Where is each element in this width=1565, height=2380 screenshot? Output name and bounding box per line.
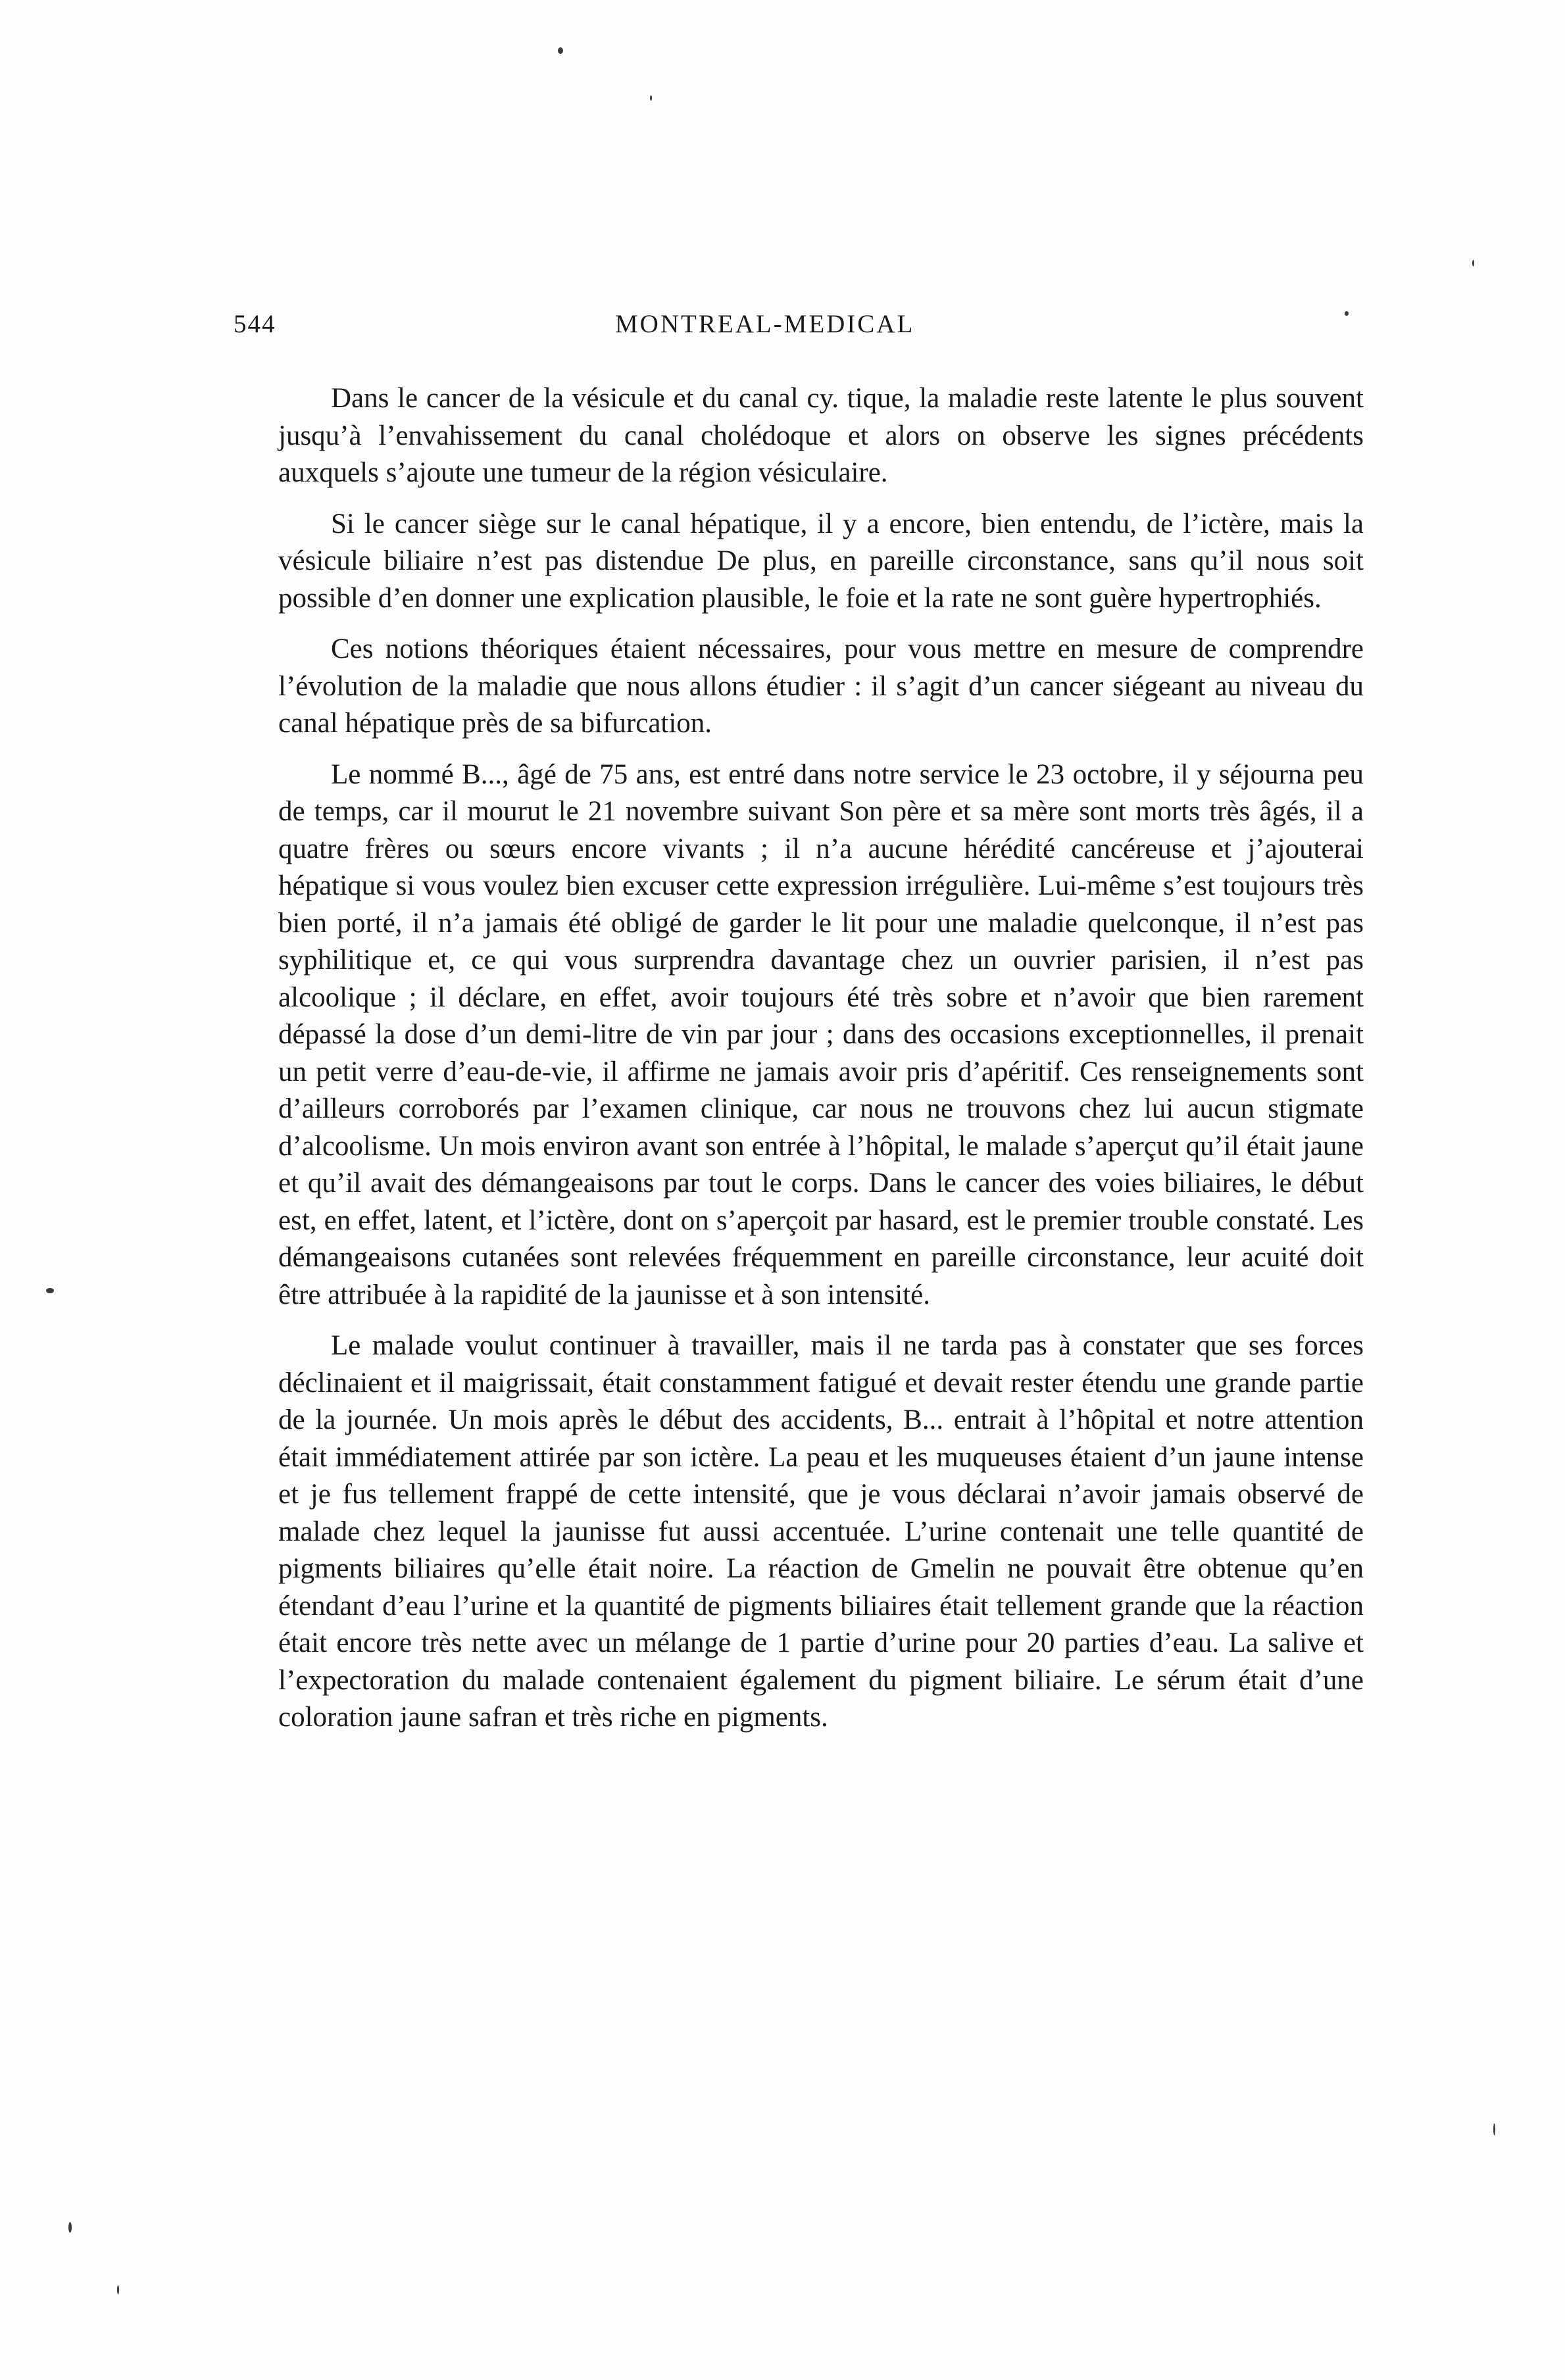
paragraph-cancer-vesicule: Dans le cancer de la vésicule et du canal cy. tique, la maladie reste latente le plus souvent jusqu’à l’envahissement du canal cholédoque et alors on observe les signes précédents auxquels s’ajoute une tumeur de la région vésiculaire. (278, 383, 1364, 488)
paragraph-observation-patient: Le nommé B..., âgé de 75 ans, est entré dans notre service le 23 octobre, il y séjourna peu de temps, car il mourut le 21 novembre suivant Son père et sa mère sont morts très âgés, il a quatre frères ou sœurs encore vivants ; il n’a aucune hérédité cancéreuse et j’ajouterai hépatique si vous voulez bien excuser cette expression irrégulière. Lui-même s’est toujours très bien porté, il n’a jamais été obligé de garder le lit pour une maladie quelconque, il n’est pas syphilitique et, ce qui vous surprendra davantage chez un ouvrier parisien, il n’est pas alcoolique ; il déclare, en effet, avoir toujours été très sobre et n’avoir que bien rarement dépassé la dose d’un demi-litre de vin par jour ; dans des occasions exceptionnelles, il prenait un petit verre d’eau-de-vie, il affirme ne jamais avoir pris d’apéritif. Ces renseignements sont d’ailleurs corroborés par l’examen clinique, car nous ne trouvons chez lui aucun stigmate d’alcoolisme. Un mois environ avant son entrée à l’hôpital, le malade s’aperçut qu’il était jaune et qu’il avait des démangeaisons par tout le corps. Dans le cancer des voies biliaires, le début est, en effet, latent, et l’ictère, dont on s’aperçoit par hasard, est le premier trouble constaté. Les démangeaisons cutanées sont relevées fréquemment en pareille circonstance, leur acuité doit être attribuée à la rapidité de la jaunisse et à son intensité. (278, 758, 1364, 1310)
scan-speck (558, 47, 563, 54)
scan-speck (68, 2222, 72, 2233)
page-number: 544 (234, 310, 276, 338)
journal-title: MONTREAL-MEDICAL (615, 310, 915, 338)
scan-speck (46, 1288, 54, 1293)
running-head (234, 309, 1365, 349)
article-body (278, 380, 1364, 1737)
scan-speck (1472, 260, 1474, 266)
paragraph-evolution-ictere: Le malade voulut continuer à travailler, mais il ne tarda pas à constater que ses forces déclinaient et il maigrissait, était constamment fatigué et devait rester étendu une grande partie de la journée. Un mois après le début des accidents, B... entrait à l’hôpital et notre attention était immédiatement attirée par son ictère. La peau et les muqueuses étaient d’un jaune intense et je fus tellement frappé de cette intensité, que je vous déclarai n’avoir jamais observé de malade chez lequel la jaunisse fut aussi accentuée. L’urine contenait une telle quantité de pigments biliaires qu’elle était noire. La réaction de Gmelin ne pouvait être obtenue qu’en étendant d’eau l’urine et la quantité de pigments biliaires était tellement grande que la réaction était encore très nette avec un mélange de 1 partie d’urine pour 20 parties d’eau. La salive et l’expectoration du malade contenaient également du pigment biliaire. Le sérum était d’une coloration jaune safran et très riche en pigments. (278, 1330, 1364, 1733)
scan-speck (650, 95, 652, 101)
paragraph-canal-hepatique: Si le cancer siège sur le canal hépatique, il y a encore, bien entendu, de l’ictère, mais la vésicule biliaire n’est pas distendue De plus, en pareille circonstance, sans qu’il nous soit possible d’en donner une explication plausible, le foie et la rate ne sont guère hypertrophiés. (278, 508, 1364, 614)
paragraph-notions-theoriques: Ces notions théoriques étaient nécessaires, pour vous mettre en mesure de comprendre l’évolution de la maladie que nous allons étudier : il s’agit d’un cancer siégeant au niveau du canal hépatique près de sa bifurcation. (278, 633, 1364, 739)
scan-speck (1493, 2123, 1495, 2135)
scan-speck (1345, 311, 1349, 316)
scan-speck (117, 2285, 119, 2294)
